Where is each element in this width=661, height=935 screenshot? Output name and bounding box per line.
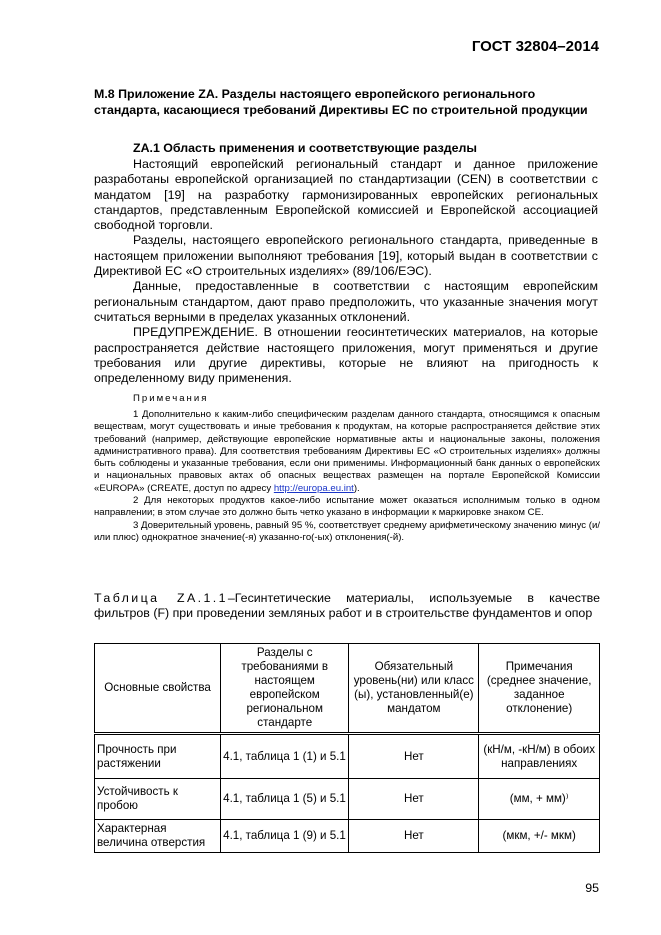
paragraph: Разделы, настоящего европейского регионального стандарта, приведенные в настоящем приложении выполняют требования [19], который выдан в соответствии с Директивой ЕС «О строительных изделиях» (89/106/ЕЭС). (94, 233, 598, 279)
note-1-text: 1 Дополнительно к каким-либо специфическим разделам данного стандарта, относящимся к опасным веществам, могут существовать и иные требования к продуктам, на которые распространяется действие этих требований (например, действующие европейские нормативные акты и национальные законы, положения административного права). Для соответствия требованиям Директивы ЕС «О строительных изделиях» должны быть соблюдены и указанные требования, если они применимы. Информационный банк данных о европейских и национальных правовых актах об опасных веществах размещен на портале Европейской Комиссии «EUROPA» (CREATE, доступ по адресу (94, 409, 600, 494)
note-1-tail: ). (353, 482, 360, 494)
standard-code: ГОСТ 32804–2014 (471, 38, 599, 55)
remarks-cell: (кН/м, -кН/м) в обоих направлениях (479, 734, 600, 779)
header-cell: Обязательный уровень(ни) или класс (ы), установленный(е) мандатом (349, 644, 479, 734)
table-row (95, 820, 600, 853)
table-row (95, 734, 600, 779)
paragraph: Данные, предоставленные в соответствии с настоящим европейским региональным стандартом, дают право предположить, что указанные значения могут считаться верными в пределах указанных отклонений. (94, 279, 598, 324)
warning-paragraph: ПРЕДУПРЕЖДЕНИЕ. В отношении геосинтетических материалов, на которые распространяется действие настоящего приложения, могут применяться и другие требования или другие директивы, которые не влияют на пригодность к определенному виду применения. (94, 325, 598, 386)
table-label: Таблица ZA.1.1 (94, 591, 228, 605)
notes-heading: Примечания (133, 393, 209, 404)
remarks-cell: (мкм, +/- мкм) (479, 820, 600, 853)
za1-heading: ZA.1 Область применения и соответствующие разделы (133, 141, 477, 155)
section-title: М.8 Приложение ZA. Разделы настоящего европейского регионального стандарта, касающиеся требований Директивы ЕС по строительной продукции (94, 87, 588, 117)
remarks-cell: (мм, + мм)⁾ (479, 779, 600, 820)
note-3: 3 Доверительный уровень, равный 95 %, соответствует среднему арифметическому значению минус (и/или плюс) однократное значение(-я) указанно-го(-ых) отклонения(-й). (94, 519, 600, 543)
table-header-row (95, 644, 600, 734)
sections-cell: 4.1, таблица 1 (1) и 5.1 (221, 734, 349, 779)
property-cell: Прочность при растяжении (95, 734, 221, 779)
requirements-table (94, 643, 600, 853)
table-title (94, 591, 600, 622)
table-row (95, 779, 600, 820)
za1-body (94, 157, 598, 386)
level-cell: Нет (349, 779, 479, 820)
note-2: 2 Для некоторых продуктов какое-либо испытание может оказаться исполнимым только в одном направлении; в этом случае это должно быть четко указано в информации к маркировке знаком СЕ. (94, 495, 600, 519)
property-cell: Характерная величина отверстия (95, 820, 221, 853)
header-cell: Разделы с требованиями в настоящем европейском региональном стандарте (221, 644, 349, 734)
header-cell: Примечания (среднее значение, заданное отклонение) (479, 644, 600, 734)
level-cell: Нет (349, 734, 479, 779)
sections-cell: 4.1, таблица 1 (9) и 5.1 (221, 820, 349, 853)
page-number: 95 (585, 881, 599, 895)
paragraph: Настоящий европейский региональный стандарт и данное приложение разработаны европейской организацией по стандартизации (CEN) в соответствии с мандатом [19] на разработку гармонизированных европейских региональных стандартов, представленным Европейской комиссией и Европейской ассоциацией свободной торговли. (94, 157, 598, 233)
property-cell: Устойчивость к пробою (95, 779, 221, 820)
europa-link[interactable]: http://europa.eu.int (273, 482, 354, 494)
header-cell: Основные свойства (95, 644, 221, 734)
notes-block (94, 409, 600, 544)
level-cell: Нет (349, 820, 479, 853)
note-1 (94, 409, 600, 495)
table-caption: –Гесинтетические материалы, используемые в качестве фильтров (F) при проведении земляных работ и в строительстве фундаментов и опор (94, 591, 600, 621)
sections-cell: 4.1, таблица 1 (5) и 5.1 (221, 779, 349, 820)
